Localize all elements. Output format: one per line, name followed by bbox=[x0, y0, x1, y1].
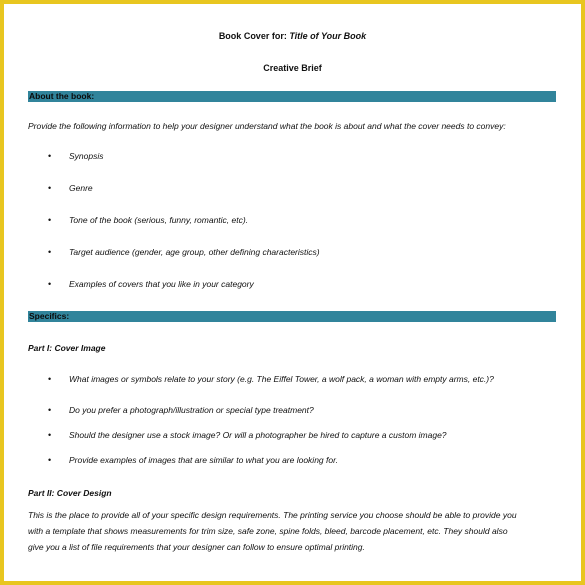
about-intro: Provide the following information to help your designer understand what the book is about and what the cover needs to convey: bbox=[28, 121, 506, 131]
section-band-about: About the book: bbox=[28, 91, 556, 102]
bullet-icon: • bbox=[48, 405, 52, 415]
list-item: • Synopsis bbox=[48, 151, 104, 161]
list-item: • Provide examples of images that are similar to what you are looking for. bbox=[48, 455, 338, 465]
title-book-name: Title of Your Book bbox=[289, 31, 367, 41]
part2-heading: Part II: Cover Design bbox=[28, 488, 112, 498]
bullet-icon: • bbox=[48, 374, 52, 384]
bullet-icon: • bbox=[48, 455, 52, 465]
bullet-icon: • bbox=[48, 183, 52, 193]
part1-heading: Part I: Cover Image bbox=[28, 343, 106, 353]
list-item: • Do you prefer a photograph/illustration or special type treatment? bbox=[48, 405, 314, 415]
list-item: • Should the designer use a stock image? Or will a photographer be hired to capture a custom image? bbox=[48, 430, 447, 440]
document-page bbox=[4, 4, 581, 581]
bullet-icon: • bbox=[48, 215, 52, 225]
bullet-icon: • bbox=[48, 247, 52, 257]
bullet-icon: • bbox=[48, 430, 52, 440]
part2-paragraph: This is the place to provide all of your specific design requirements. The printing service you choose should be able to provide you with a template that shows measurements for trim size, safe zone, spine folds, bleed, barcode placement, etc. They should also give you a list of file requirements that your designer can follow to ensure optimal printing. bbox=[28, 510, 517, 552]
title-prefix: Book Cover for: bbox=[218, 31, 290, 41]
list-item: • Tone of the book (serious, funny, romantic, etc). bbox=[48, 215, 249, 225]
list-item: • What images or symbols relate to your story (e.g. The Eiffel Tower, a wolf pack, a woman with empty arms, etc.)? bbox=[48, 374, 494, 384]
document-title bbox=[4, 31, 581, 41]
list-item: • Genre bbox=[48, 183, 93, 193]
bullet-icon: • bbox=[48, 151, 52, 161]
list-item: • Examples of covers that you like in your category bbox=[48, 279, 254, 289]
list-item: • Target audience (gender, age group, other defining characteristics) bbox=[48, 247, 320, 257]
document-subtitle: Creative Brief bbox=[263, 63, 322, 73]
section-band-specifics: Specifics: bbox=[28, 311, 556, 322]
bullet-icon: • bbox=[48, 279, 52, 289]
